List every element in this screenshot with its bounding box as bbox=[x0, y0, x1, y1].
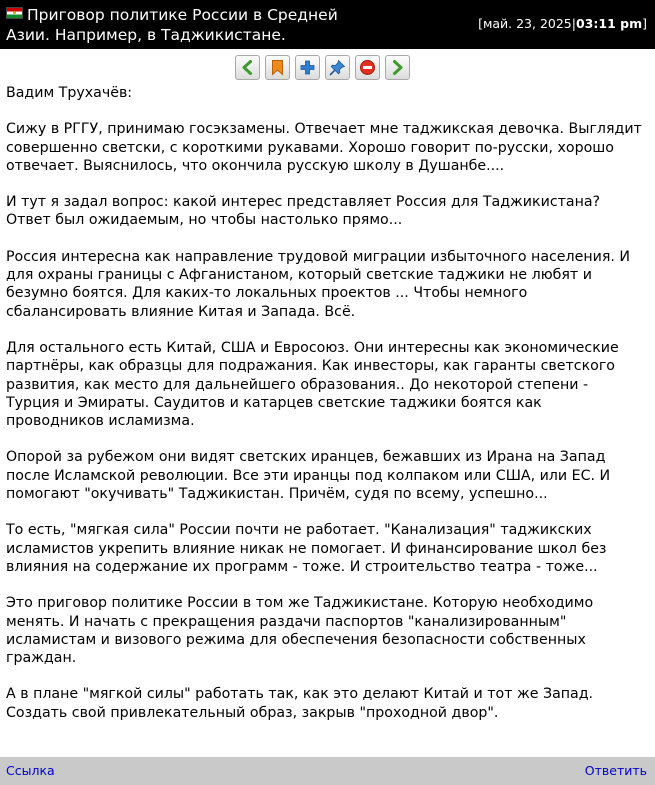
date-prefix: [май. 23, 2025| bbox=[478, 16, 576, 31]
plus-icon bbox=[299, 59, 316, 76]
post-paragraph: А в плане "мягкой силы" работать так, как это делают Китай и тот же Запад. Создать свой привлекательный образ, закрыв "проходной двор". bbox=[6, 686, 594, 721]
post-header bbox=[0, 0, 655, 49]
permalink-link[interactable]: Ссылка bbox=[6, 763, 55, 778]
date-suffix: ] bbox=[642, 16, 647, 31]
post-paragraph: Это приговор политике России в том же Таджикистане. Которую необходимо менять. И начать с прекращения раздачи паспортов "канализированным" исламистам и визового режима для обеспечения безопасности собственных граждан. bbox=[6, 595, 594, 667]
post-date bbox=[478, 15, 647, 33]
delete-entry-button[interactable] bbox=[355, 55, 380, 80]
previous-entry-button[interactable] bbox=[235, 55, 260, 80]
chevron-left-icon bbox=[239, 59, 256, 76]
post-paragraph: Россия интересна как направление трудовой миграции избыточного населения. И для охраны границы с Афганистаном, который светские таджики не любят и безумно боятся. Для каких-то локальных проектов ... Чтобы немного сбалансировать влияние Китая и Запада. Всё. bbox=[6, 248, 631, 320]
tajikistan-flag-icon bbox=[6, 7, 23, 19]
pin-entry-button[interactable] bbox=[325, 55, 350, 80]
memories-button[interactable] bbox=[265, 55, 290, 80]
chevron-right-icon bbox=[389, 59, 406, 76]
post-paragraph: То есть, "мягкая сила" России почти не работает. "Канализация" таджикских исламистов укрепить влияние никак не помогает. И финансирование школ без влияния на содержание их программ - тоже. И строительство театра - тоже... bbox=[6, 522, 607, 575]
next-entry-button[interactable] bbox=[385, 55, 410, 80]
reply-link[interactable]: Ответить bbox=[584, 763, 647, 778]
bookmark-icon bbox=[269, 59, 286, 76]
post-paragraph: Для остального есть Китай, США и Евросоюз. Они интересны как экономические партнёры, как образцы для подражания. Как инвесторы, как гаранты светского развития, как место для дальнейшего образования.. До некоторой степени - Турция и Эмираты. Саудитов и катарцев светские таджики боятся как проводников исламизма. bbox=[6, 339, 619, 430]
post-title bbox=[6, 5, 386, 45]
add-entry-button[interactable] bbox=[295, 55, 320, 80]
post-body bbox=[6, 84, 644, 740]
post-footer bbox=[0, 757, 655, 785]
post-author: Вадим Трухачёв: bbox=[6, 85, 133, 101]
pin-icon bbox=[329, 59, 346, 76]
post-paragraph: Опорой за рубежом они видят светских иранцев, бежавших из Ирана на Запад после Исламской революции. Все эти иранцы под колпаком или США, или ЕС. И помогают "окучивать" Таджикистан. Причём, судя по всему, успешно... bbox=[6, 449, 611, 503]
post-title-text: Приговор политике России в Средней Азии. Например, в Таджикистане. bbox=[6, 6, 338, 44]
entry-toolbar bbox=[235, 55, 410, 81]
post-paragraph: Сижу в РГГУ, принимаю госэкзамены. Отвечает мне таджикская девочка. Выглядит совершенно светски, с короткими рукавами. Хорошо говорит по-русски, хорошо отвечает. Выяснилось, что окончила русскую школу в Душанбе.... bbox=[6, 121, 642, 174]
post-time: 03:11 pm bbox=[575, 16, 643, 31]
stop-icon bbox=[359, 59, 376, 76]
post-paragraph: И тут я задал вопрос: какой интерес представляет Россия для Таджикистана? Ответ был ожидаемым, но чтобы настолько прямо... bbox=[6, 194, 601, 229]
